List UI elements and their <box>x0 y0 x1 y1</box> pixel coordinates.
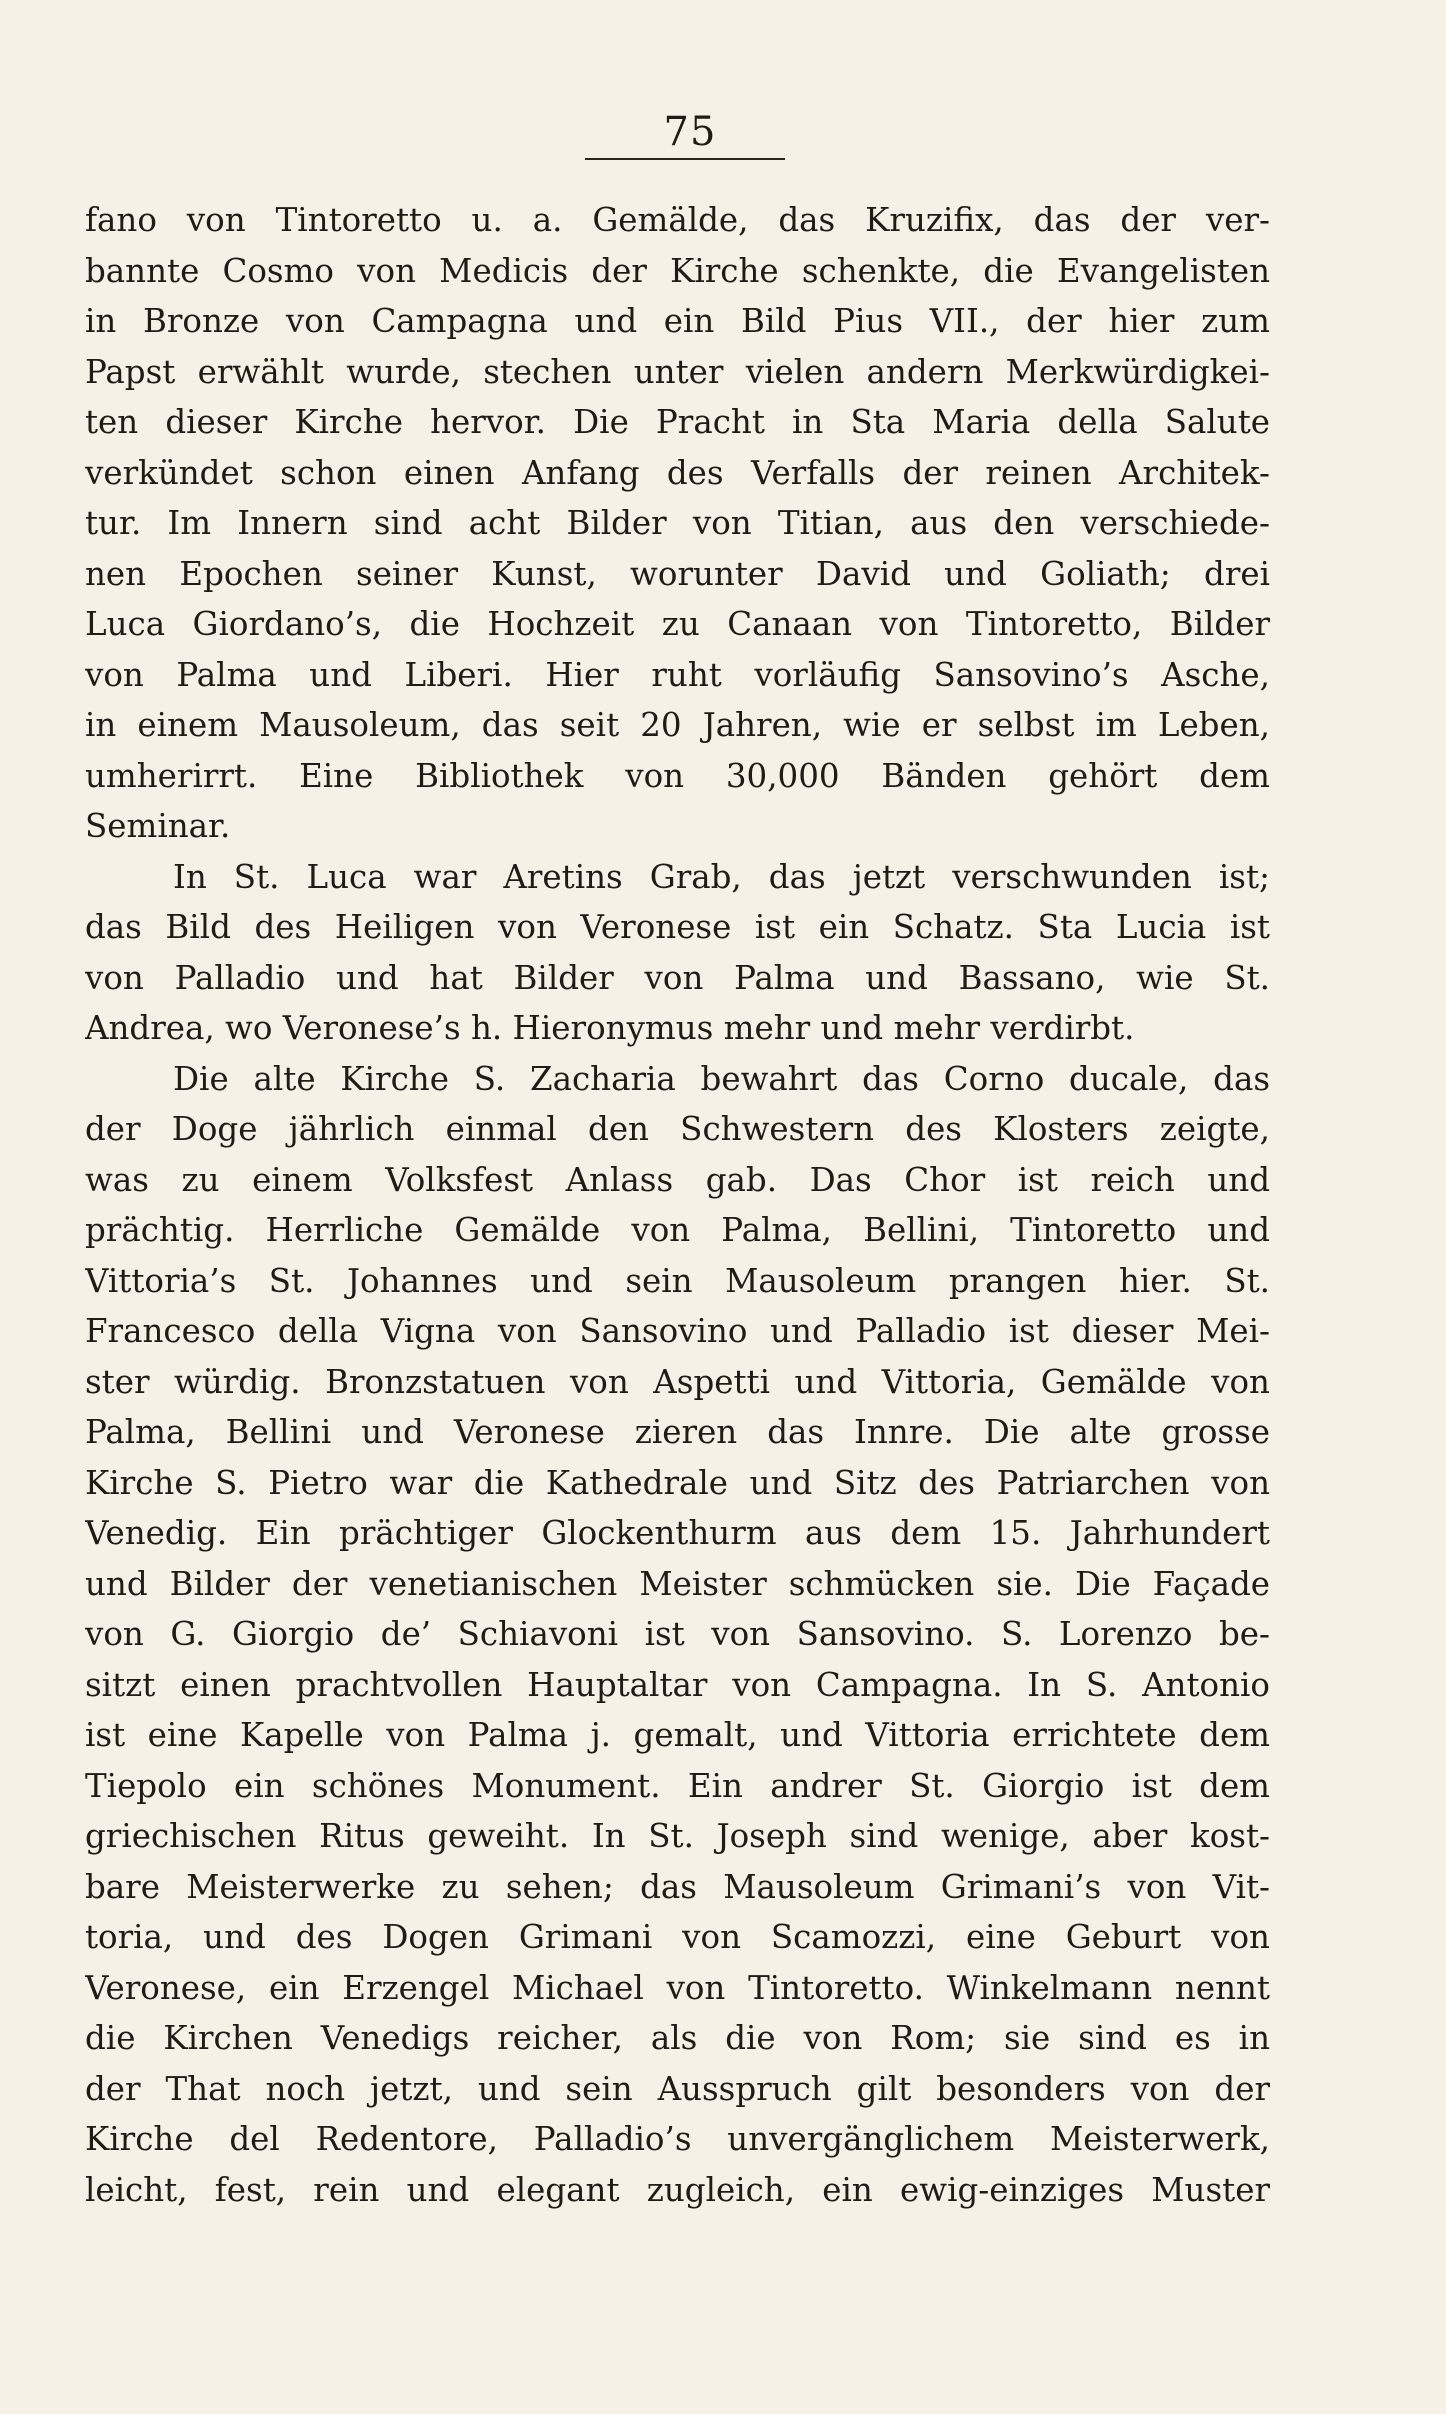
text-line: toria, und des Dogen Grimani von Scamozzi, eine Geburt von <box>85 1918 1270 1956</box>
text-line: in einem Mausoleum, das seit 20 Jahren, wie er selbst im Leben, <box>85 706 1270 744</box>
text-line: in Bronze von Campagna und ein Bild Pius VII., der hier zum <box>85 302 1270 340</box>
text-line: Venedig. Ein prächtiger Glockenthurm aus dem 15. Jahrhundert <box>85 1514 1270 1552</box>
text-line: In St. Luca war Aretins Grab, das jetzt verschwunden ist; <box>173 857 1270 896</box>
text-line: Vittoria’s St. Johannes und sein Mausoleum prangen hier. St. <box>85 1261 1270 1300</box>
text-line: Kirche S. Pietro war die Kathedrale und Sitz des Patriarchen von <box>85 1463 1270 1502</box>
text-line: sitzt einen prachtvollen Hauptaltar von Campagna. In S. Antonio <box>85 1665 1270 1704</box>
text-line: Veronese, ein Erzengel Michael von Tintoretto. Winkelmann nennt <box>85 1968 1270 2007</box>
text-line: und Bilder der venetianischen Meister schmücken sie. Die Façade <box>85 1564 1270 1603</box>
text-line: von Palma und Liberi. Hier ruht vorläufig Sansovino’s Asche, <box>85 655 1270 694</box>
text-line: Die alte Kirche S. Zacharia bewahrt das Corno ducale, das <box>173 1059 1270 1098</box>
text-line: bare Meisterwerke zu sehen; das Mausoleum Grimani’s von Vit- <box>85 1867 1270 1906</box>
text-line: was zu einem Volksfest Anlass gab. Das Chor ist reich und <box>85 1160 1270 1199</box>
page-number: 75 <box>663 109 717 155</box>
text-line: Tiepolo ein schönes Monument. Ein andrer St. Giorgio ist dem <box>85 1766 1270 1805</box>
text-line: der That noch jetzt, und sein Ausspruch gilt besonders von der <box>85 2069 1270 2108</box>
header-rule <box>585 158 785 160</box>
text-line: griechischen Ritus geweiht. In St. Joseph sind wenige, aber kost- <box>85 1817 1270 1855</box>
text-line: Seminar. <box>85 807 231 845</box>
text-line: von Palladio und hat Bilder von Palma und Bassano, wie St. <box>85 958 1270 997</box>
text-line: die Kirchen Venedigs reicher, als die von Rom; sie sind es in <box>85 2019 1270 2057</box>
text-line: nen Epochen seiner Kunst, worunter David und Goliath; drei <box>85 554 1270 593</box>
text-line: umherirrt. Eine Bibliothek von 30,000 Bänden gehört dem <box>85 756 1270 795</box>
text-line: bannte Cosmo von Medicis der Kirche schenkte, die Evangelisten <box>85 251 1270 290</box>
text-line: verkündet schon einen Anfang des Verfalls der reinen Architek- <box>85 453 1270 492</box>
text-line: ist eine Kapelle von Palma j. gemalt, und Vittoria errichtete dem <box>85 1716 1270 1754</box>
text-line: Kirche del Redentore, Palladio’s unvergänglichem Meisterwerk, <box>85 2120 1270 2158</box>
text-line: Andrea, wo Veronese’s h. Hieronymus mehr und mehr verdirbt. <box>85 1009 1135 1047</box>
text-line: der Doge jährlich einmal den Schwestern des Klosters zeigte, <box>85 1110 1270 1148</box>
text-line: Palma, Bellini und Veronese zieren das Innre. Die alte grosse <box>85 1413 1270 1451</box>
text-line: von G. Giorgio de’ Schiavoni ist von Sansovino. S. Lorenzo be- <box>85 1615 1270 1653</box>
text-line: fano von Tintoretto u. a. Gemälde, das Kruzifix, das der ver- <box>85 201 1270 239</box>
body-text <box>85 195 1270 2215</box>
text-line: leicht, fest, rein und elegant zugleich, ein ewig-einziges Muster <box>85 2170 1270 2209</box>
text-line: tur. Im Innern sind acht Bilder von Titian, aus den verschiede- <box>85 504 1270 542</box>
text-line: prächtig. Herrliche Gemälde von Palma, Bellini, Tintoretto und <box>85 1211 1270 1249</box>
text-line: das Bild des Heiligen von Veronese ist ein Schatz. Sta Lucia ist <box>85 908 1270 946</box>
text-line: Luca Giordano’s, die Hochzeit zu Canaan von Tintoretto, Bilder <box>85 605 1270 643</box>
text-line: Francesco della Vigna von Sansovino und Palladio ist dieser Mei- <box>85 1312 1270 1350</box>
text-line: ten dieser Kirche hervor. Die Pracht in Sta Maria della Salute <box>85 403 1270 441</box>
text-line: ster würdig. Bronzstatuen von Aspetti und Vittoria, Gemälde von <box>85 1362 1270 1401</box>
text-line: Papst erwählt wurde, stechen unter vielen andern Merkwürdigkei- <box>85 352 1270 391</box>
